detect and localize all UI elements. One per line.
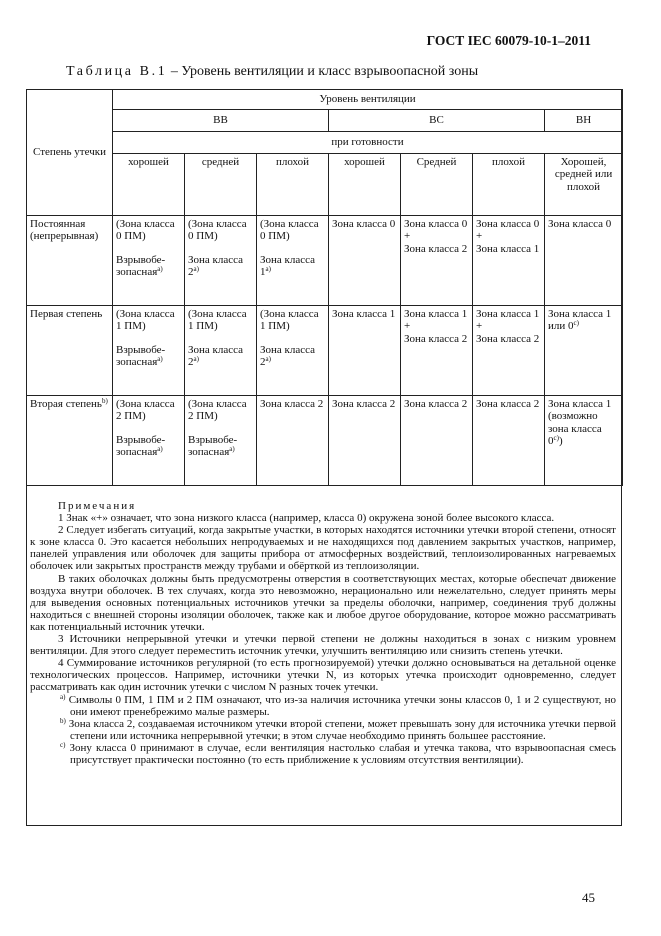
table-row [27,216,623,306]
level-header-vn: ВН [545,110,623,132]
zone-cell: (Зона класса 0 ПМ) Взрывобе-зопасная$^{а)}$ [113,216,185,306]
footnote: $^{а)}$ Символы 0 ПМ, 1 ПМ и 2 ПМ означают, что из-за наличия источника утечки зоны классов 0, 1 и 2 существуют, но они имеют пренебрежимо малые размеры. [60,692,617,718]
zone-cell: Зона класса 2 [329,396,401,486]
page-number: 45 [582,890,595,905]
ventilation-level-label: Уровень вентиляции [319,93,416,106]
zone-cell: Зона класса 0 [329,216,401,306]
note-item: В таких оболочках должны быть предусмотрены отверстия в соответствующих местах, которые обеспечат движение воздуха внутри оболочек. В тех случаях, когда это невозможно, нерационально или нежелательно, следует принять меры для выведения основных потенциальных источников утечки за пределы оболочки, например, соединения труб должны находиться с внешней стороны изоляции оболочек, также как и любое другое оборудование, которое можно рассматривать как потенциальный источник утечки. [30,572,616,633]
table-row [27,396,623,486]
zone-cell: (Зона класса 0 ПМ) Зона класса $1^{а)}$ [257,216,329,306]
zone-cell: Зона класса 1 (возможно зона класса $0^{с)}$) [545,396,623,486]
table-row [27,306,623,396]
table-notes [30,500,616,766]
zone-cell: Зона класса 2 [257,396,329,486]
level-header-vs: ВС [329,110,545,132]
avail-col-header: хорошей [329,154,401,216]
row-label: Вторая степень$^{b)}$ [27,396,113,486]
ventilation-level-header [113,90,623,110]
avail-col-header: плохой [473,154,545,216]
availability-header: при готовности [113,132,623,154]
level-header-vv: ВВ [113,110,329,132]
zone-cell: Зона класса 0 + Зона класса 1 [473,216,545,306]
row-header-cell [27,90,113,216]
zone-cell: Зона класса 0 + Зона класса 2 [401,216,473,306]
note-item: 3 Источники непрерывной утечки и утечки первой степени не должны находиться в зонах с низким уровнем вентиляции. Для этого следует переместить источник утечки, улучшить вентиляцию или снизить степень утечки. [30,633,616,658]
zone-cell: Зона класса 1 или $0^{с)}$ [545,306,623,396]
table-caption-title: – Уровень вентиляции и класс взрывоопасной зоны [170,64,479,79]
table-caption-prefix: Таблица В.1 [66,64,168,79]
document-header: ГОСТ IEC 60079-10-1–2011 [426,33,591,48]
note-item: 4 Суммирование источников регулярной (то есть прогнозируемой) утечки должно основываться на детальной оценке технологических процессов. Например, источники утечки N, из которых утечка происходит одновременно, следует рассматривать как один источник утечки с числом N разных точек утечки. [30,657,616,694]
avail-col-header: Хорошей, средней или плохой [545,154,623,216]
ventilation-zone-table [26,89,623,486]
zone-cell: Зона класса 1 + Зона класса 2 [401,306,473,396]
zone-cell: Зона класса 1 + Зона класса 2 [473,306,545,396]
zone-cell: (Зона класса 2 ПМ) Взрывобе-зопасная$^{а)}$ [185,396,257,486]
row-header: Степень утечки [33,146,106,159]
footnote: $^{с)}$ Зону класса 0 принимают в случае, если вентиляция настолько слабая и утечка такова, что взрывоопасная смесь присутствует практически постоянно (то есть приближение к условиям отсутствия вентиляции). [60,740,616,766]
zone-cell: Зона класса 0 [545,216,623,306]
footnote: $^{b)}$ Зона класса 2, создаваемая источником утечки второй степени, может превышать зону для источника утечки первой степени или источника непрерывной утечки; в этом случае необходимо принять большее расстояние. [60,716,616,742]
note-item: 1 Знак «+» означает, что зона низкого класса (например, класса 0) окружена зоной более высокого класса. [58,512,555,525]
avail-col-header: Средней [401,154,473,216]
zone-cell: (Зона класса 1 ПМ) Зона класса $2^{а)}$ [185,306,257,396]
row-label: Первая степень [27,306,113,396]
table-caption [66,64,478,80]
zone-cell: (Зона класса 1 ПМ) Зона класса $2^{а)}$ [257,306,329,396]
row-label: Постоянная (непрерывная) [27,216,113,306]
notes-title: Примечания [58,500,137,512]
note-item: 2 Следует избегать ситуаций, когда закрытые участки, в которых находятся источники утечки второй степени, относят к зоне класса 0. Это касается небольших непродуваемых и не находящихся под давлением закрытых участков, например, панелей управления или оболочек для защиты прибора от атмосферных воздействий, теплоизолированных нагреваемых оболочек или закрытых пространств между трубами и обёрткой из теплоизоляции. [30,524,616,573]
zone-cell: (Зона класса 1 ПМ) Взрывобе-зопасная$^{а)}$ [113,306,185,396]
avail-col-header: средней [185,154,257,216]
zone-cell: Зона класса 2 [401,396,473,486]
zone-cell: Зона класса 2 [473,396,545,486]
zone-cell: (Зона класса 0 ПМ) Зона класса $2^{а)}$ [185,216,257,306]
avail-col-header: плохой [257,154,329,216]
zone-cell: Зона класса 1 [329,306,401,396]
avail-col-header: хорошей [113,154,185,216]
zone-cell: (Зона класса 2 ПМ) Взрывобе-зопасная$^{а)}$ [113,396,185,486]
